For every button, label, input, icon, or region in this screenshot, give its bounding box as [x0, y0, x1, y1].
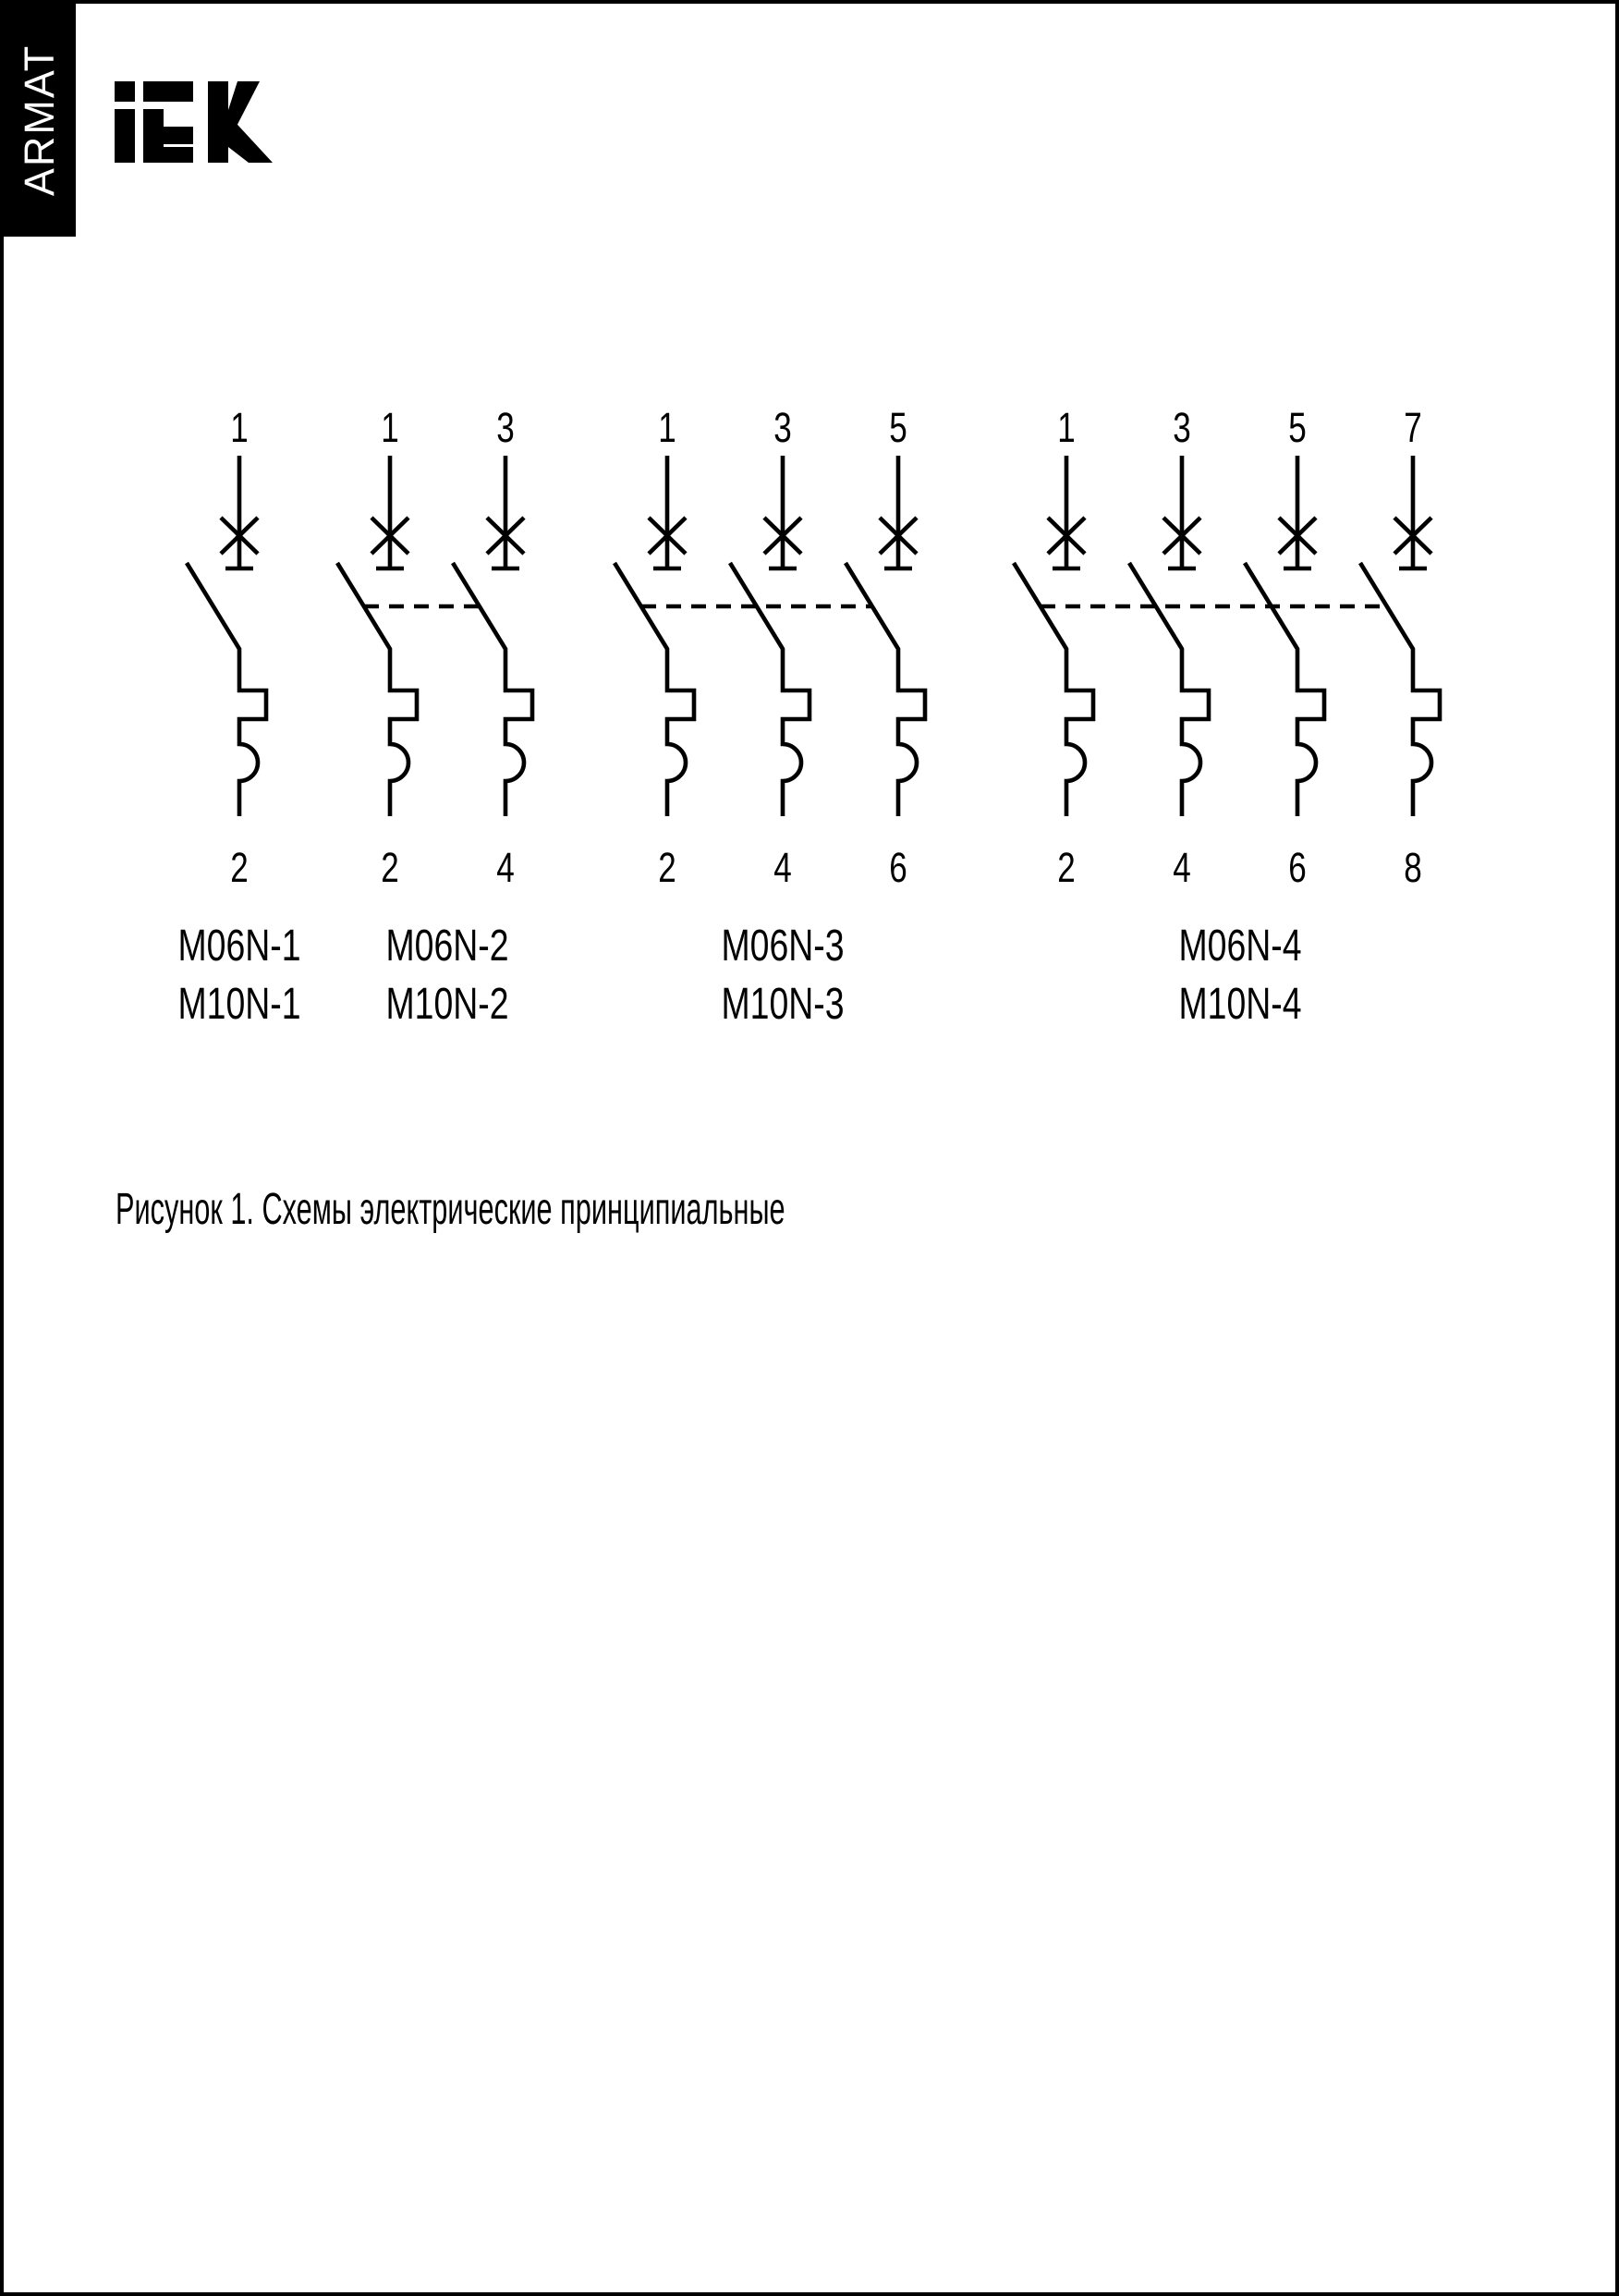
terminal-number-bottom: 6 — [889, 843, 907, 892]
breaker-pole — [1245, 456, 1324, 816]
terminal-number-bottom: 4 — [1173, 843, 1191, 892]
breaker-pole — [730, 456, 810, 816]
terminal-number-bottom: 6 — [1288, 843, 1307, 892]
terminal-number-bottom: 2 — [230, 843, 249, 892]
terminal-number-top: 1 — [1057, 403, 1076, 452]
breaker-pole — [846, 456, 925, 816]
breaker-pole — [453, 456, 532, 816]
breaker-pole — [187, 456, 266, 816]
model-label: M10N-3 — [721, 979, 845, 1030]
terminal-number-bottom: 2 — [381, 843, 399, 892]
model-label: M10N-2 — [385, 979, 509, 1030]
model-label: M06N-1 — [177, 921, 301, 971]
terminal-number-top: 3 — [496, 403, 515, 452]
brand-banner-label: ARMAT — [16, 43, 64, 197]
schematics-figure — [4, 4, 1619, 1307]
model-label: M10N-1 — [177, 979, 301, 1030]
model-label: M06N-4 — [1178, 921, 1302, 971]
terminal-number-top: 5 — [1288, 403, 1307, 452]
breaker-pole — [1014, 456, 1093, 816]
terminal-number-bottom: 8 — [1404, 843, 1422, 892]
model-label: M10N-4 — [1178, 979, 1302, 1030]
breaker-pole — [1129, 456, 1209, 816]
terminal-number-top: 5 — [889, 403, 907, 452]
terminal-number-top: 1 — [230, 403, 249, 452]
terminal-number-top: 3 — [773, 403, 792, 452]
terminal-number-top: 3 — [1173, 403, 1191, 452]
terminal-number-bottom: 2 — [1057, 843, 1076, 892]
model-label: M06N-3 — [721, 921, 845, 971]
terminal-number-top: 1 — [381, 403, 399, 452]
terminal-number-bottom: 2 — [658, 843, 676, 892]
terminal-number-bottom: 4 — [496, 843, 515, 892]
terminal-number-bottom: 4 — [773, 843, 792, 892]
terminal-number-top: 1 — [658, 403, 676, 452]
figure-caption: Рисунок 1. Схемы электрические принципиальные — [116, 1184, 785, 1234]
terminal-number-top: 7 — [1404, 403, 1422, 452]
breaker-pole — [615, 456, 694, 816]
breaker-pole — [1360, 456, 1440, 816]
breaker-pole — [337, 456, 417, 816]
model-label: M06N-2 — [385, 921, 509, 971]
